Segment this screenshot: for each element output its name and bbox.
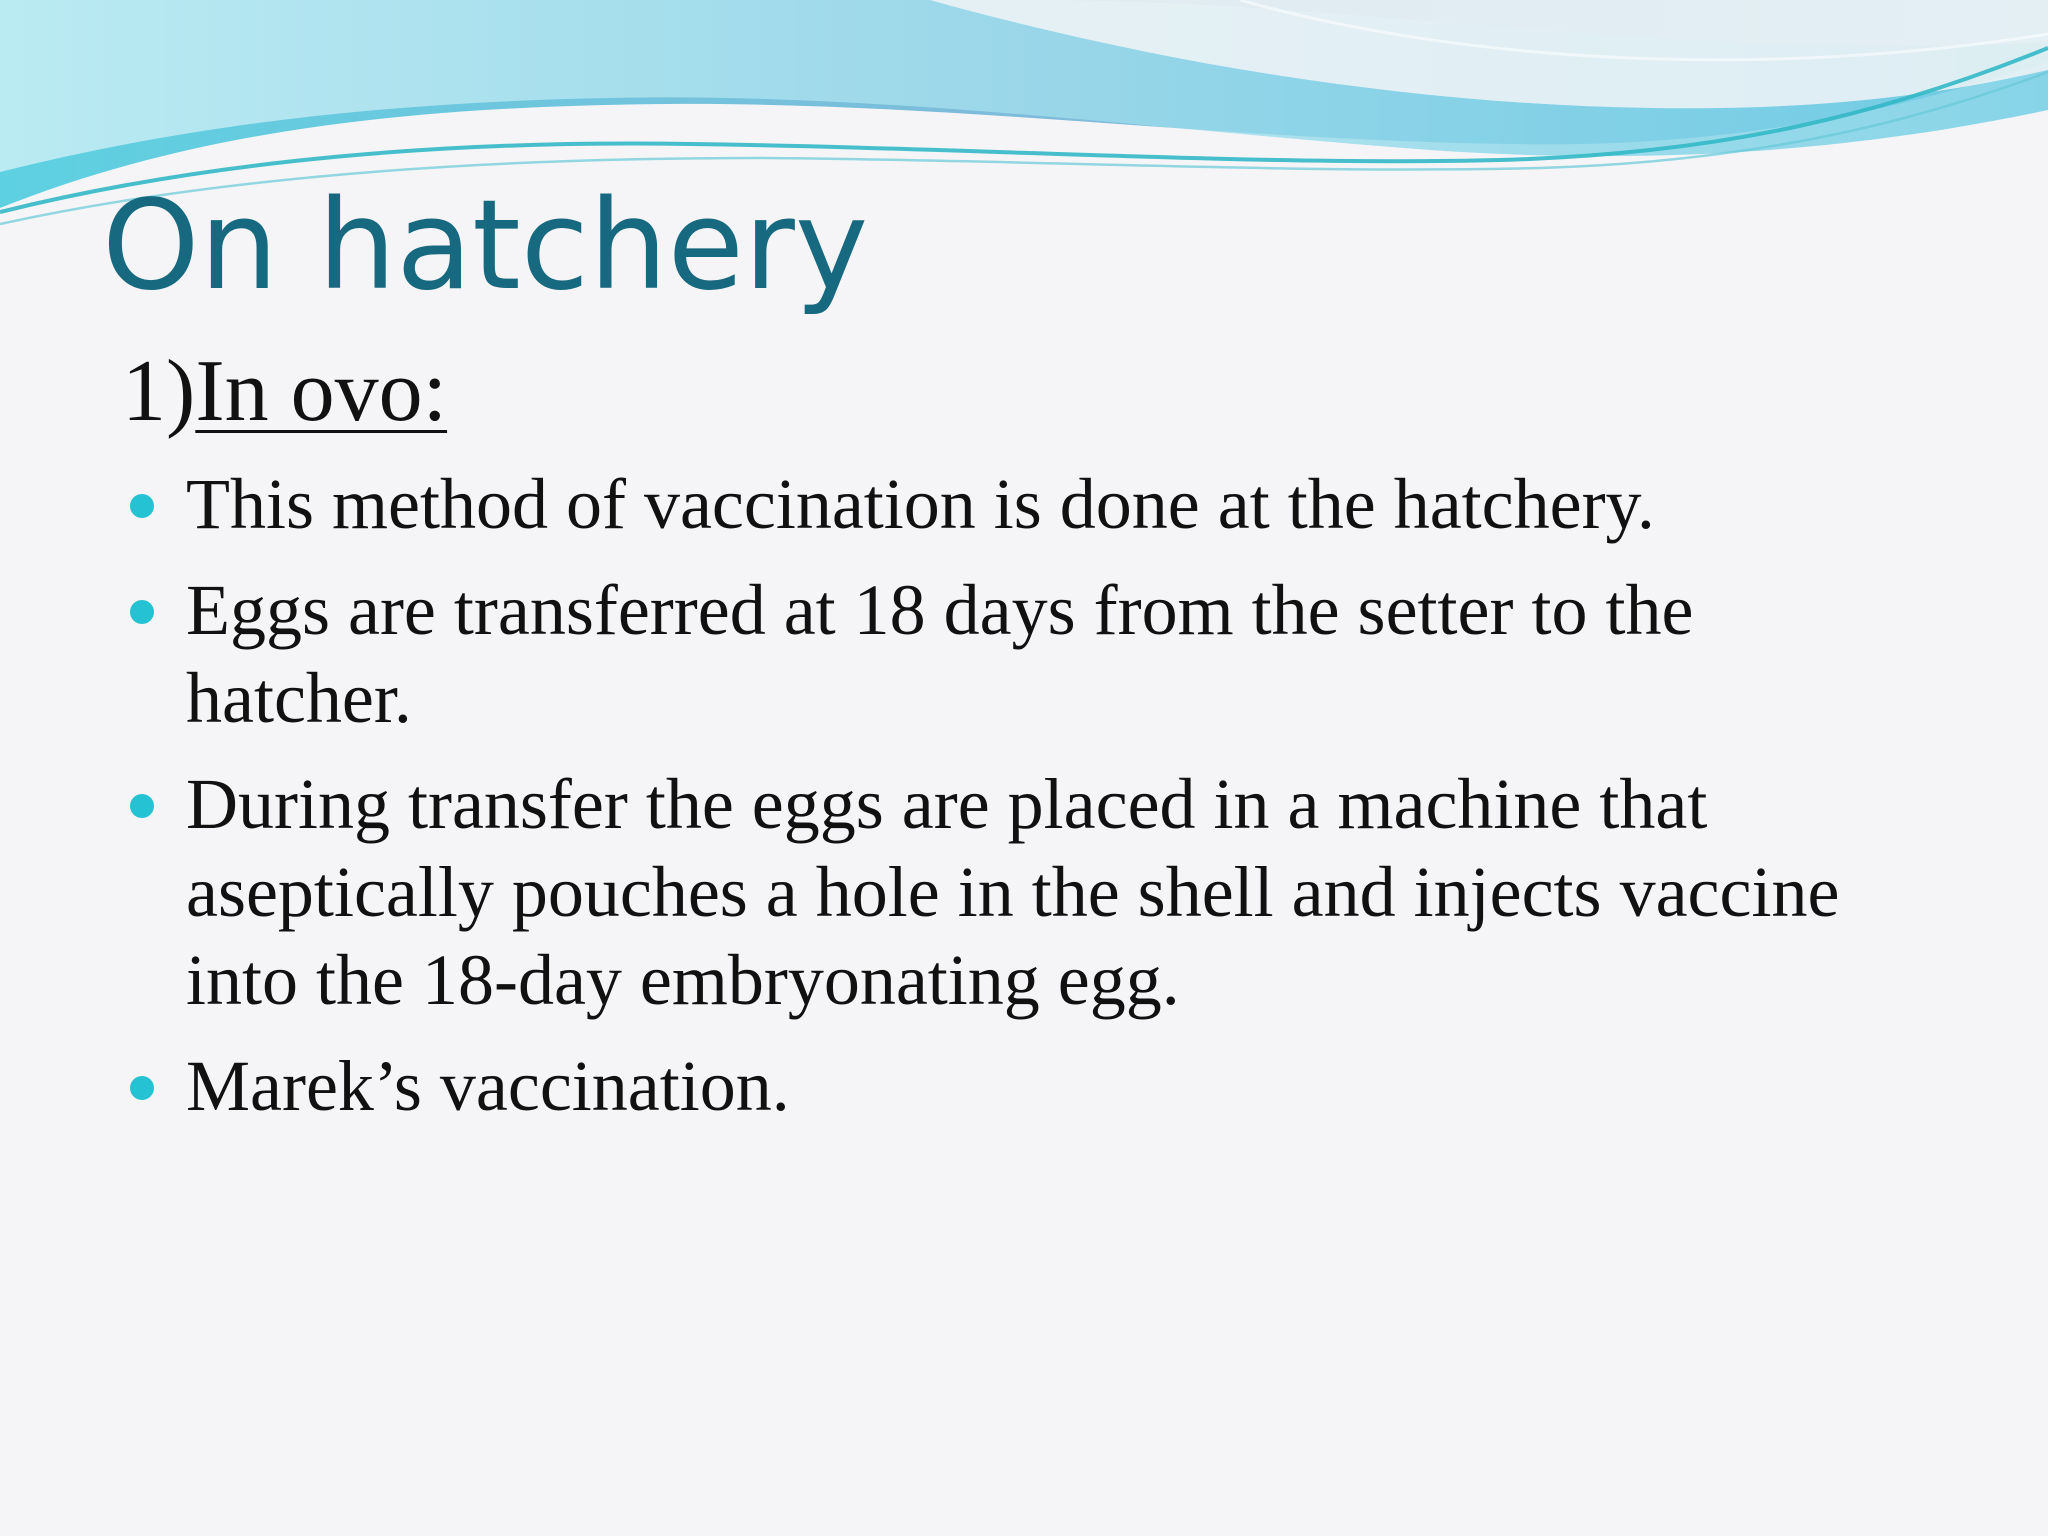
bullet-text: This method of vaccination is done at the hatchery.	[186, 464, 1655, 544]
bullet-item	[130, 760, 1930, 1024]
section-heading	[122, 342, 447, 442]
bullet-text: Eggs are transferred at 18 days from the setter to the hatcher.	[186, 570, 1694, 738]
slide-title: On hatchery	[102, 174, 869, 318]
bullet-text: During transfer the eggs are placed in a machine that aseptically pouches a hole in the shell and injects vaccine into the 18-day embryonating egg.	[186, 764, 1840, 1020]
bullet-item	[130, 566, 1930, 742]
bullet-dot-icon	[130, 794, 154, 818]
section-number: 1)	[122, 343, 196, 440]
bullet-dot-icon	[130, 600, 154, 624]
bullet-dot-icon	[130, 1076, 154, 1100]
bullet-item	[130, 460, 1930, 548]
section-label: In ovo:	[195, 343, 448, 440]
bullet-item	[130, 1042, 1930, 1130]
bullet-list	[130, 460, 1930, 1148]
bullet-text: Marek’s vaccination.	[186, 1046, 790, 1126]
bullet-dot-icon	[130, 494, 154, 518]
